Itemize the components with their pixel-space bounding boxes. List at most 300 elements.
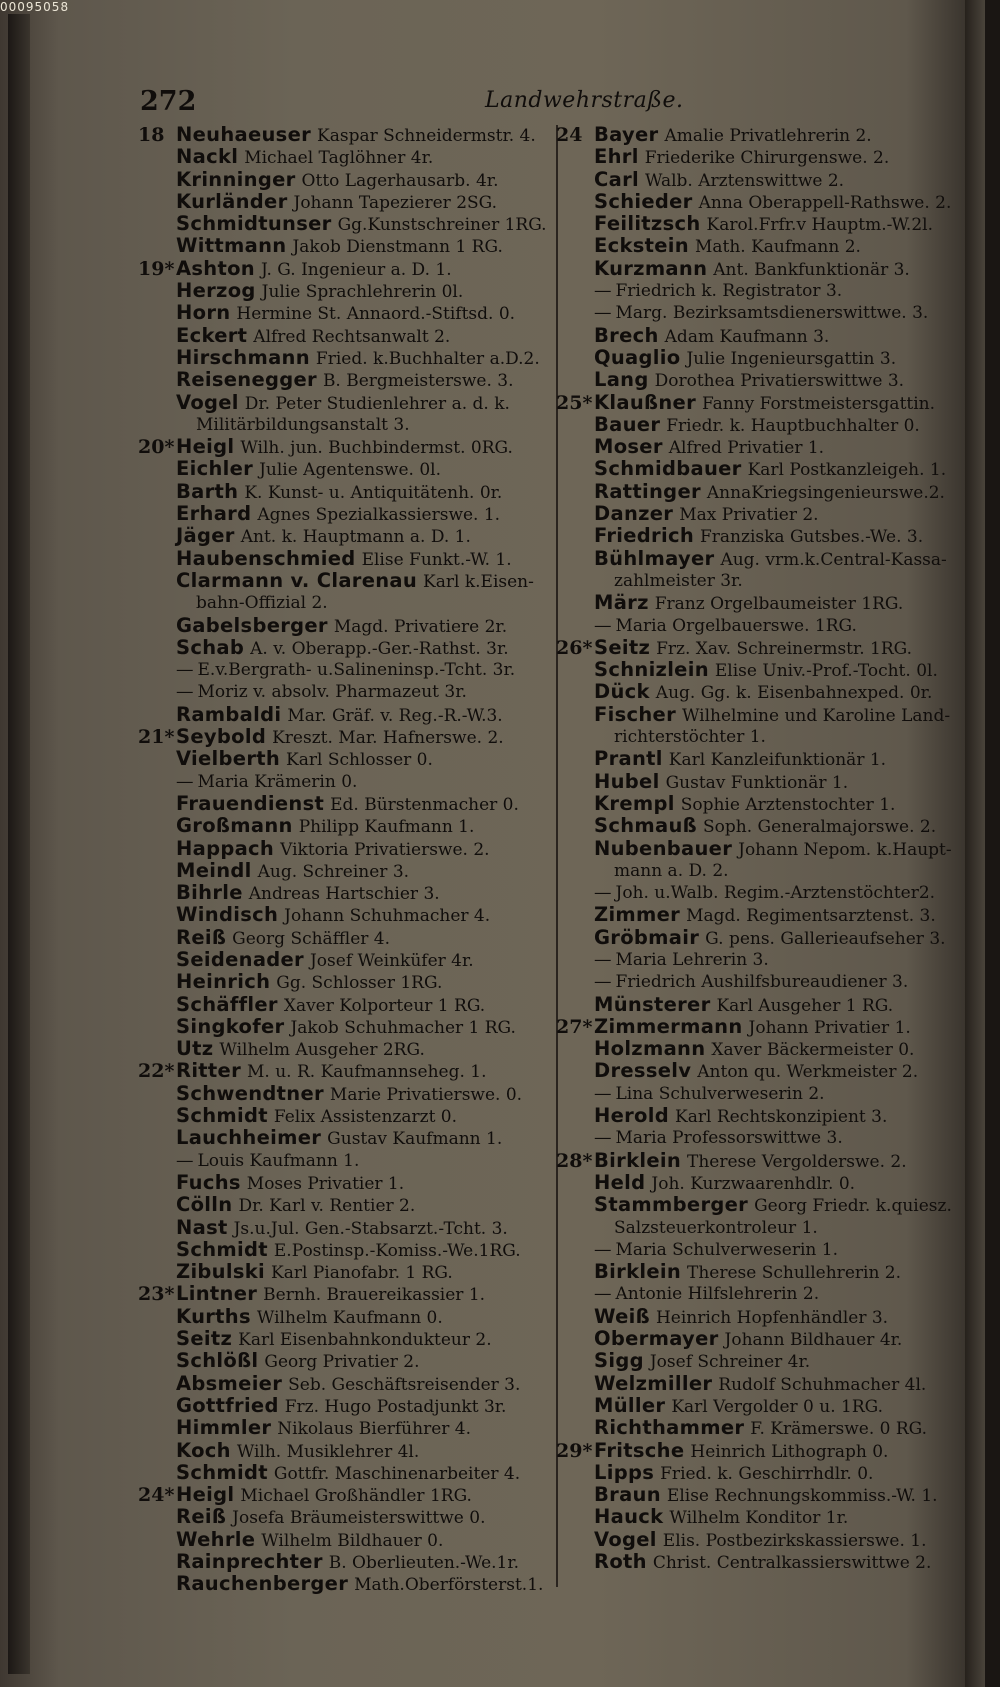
resident-details: Moriz v. absolv. Pharmazeut 3r. xyxy=(197,682,467,703)
resident-details: Karl Vergolder 0 u. 1RG. xyxy=(671,1396,884,1417)
directory-entry xyxy=(556,927,966,949)
resident-details: Hermine St. Annaord.-Stiftsd. 0. xyxy=(236,304,516,325)
directory-entry xyxy=(138,592,550,614)
resident-surname: Schmidt xyxy=(176,1104,268,1128)
directory-entry xyxy=(556,994,966,1016)
resident-details: Karl Ausgeher 1 RG. xyxy=(716,995,894,1016)
resident-details: Rudolf Schuhmacher 4l. xyxy=(718,1374,927,1395)
resident-details: Alfred Rechtsanwalt 2. xyxy=(253,326,451,347)
resident-surname: Cölln xyxy=(176,1193,233,1217)
resident-details: Karl Rechtskonzipient 3. xyxy=(675,1107,888,1128)
resident-details: Gustav Funktionär 1. xyxy=(665,772,849,793)
scan-id: 00095058 xyxy=(0,0,70,14)
resident-details: Agnes Spezialkassierswe. 1. xyxy=(257,505,501,526)
resident-surname: Utz xyxy=(176,1037,214,1061)
resident-details: Fried. k.Buchhalter a.D.2. xyxy=(315,348,540,369)
directory-entry xyxy=(138,1573,550,1595)
resident-details: Dr. Karl v. Rentier 2. xyxy=(238,1196,416,1217)
resident-surname: Seitz xyxy=(594,635,651,659)
resident-surname: Clarmann v. Clarenau xyxy=(176,568,418,592)
directory-entry xyxy=(556,1506,966,1528)
directory-entry xyxy=(138,325,550,347)
resident-surname: Zibulski xyxy=(176,1260,266,1284)
resident-details: F. Krämerswe. 0 RG. xyxy=(750,1419,928,1440)
directory-entry xyxy=(138,793,550,815)
directory-entry xyxy=(138,904,550,926)
house-number: 22* xyxy=(138,1060,175,1083)
continuation-text: Militärbildungsanstalt 3. xyxy=(196,414,410,435)
resident-surname: Prantl xyxy=(594,747,663,771)
resident-details: Magd. Privatiere 2r. xyxy=(333,616,508,637)
resident-details: Frz. Hugo Postadjunkt 3r. xyxy=(284,1396,507,1417)
resident-surname: Held xyxy=(594,1170,646,1194)
resident-details: Elis. Postbezirkskassierswe. 1. xyxy=(662,1530,927,1551)
resident-details: Sophie Arztenstochter 1. xyxy=(680,794,896,815)
resident-surname: Danzer xyxy=(594,502,674,526)
resident-surname: Jäger xyxy=(176,524,235,548)
resident-details: Johann Nepom. k.Haupt- xyxy=(738,839,952,860)
house-number: 28* xyxy=(556,1149,593,1172)
resident-surname: Holzmann xyxy=(594,1037,706,1061)
directory-entry xyxy=(556,1239,966,1261)
resident-details: Friedrich Aushilfsbureaudiener 3. xyxy=(615,972,909,993)
ditto-dash: — xyxy=(176,682,194,703)
directory-entry xyxy=(556,369,966,391)
resident-surname: Hubel xyxy=(594,769,660,793)
directory-entry xyxy=(556,1127,966,1149)
house-number: 19* xyxy=(138,257,175,280)
directory-entry xyxy=(138,771,550,793)
directory-entry xyxy=(556,481,966,503)
resident-details: Elise Funkt.-W. 1. xyxy=(361,549,512,570)
resident-details: Therese Vergolderswe. 2. xyxy=(687,1151,907,1172)
directory-entry xyxy=(556,904,966,926)
resident-details: E.Postinsp.-Komiss.-We.1RG. xyxy=(273,1240,521,1261)
directory-entry xyxy=(556,1462,966,1484)
resident-details: Marie Privatierswe. 0. xyxy=(329,1084,523,1105)
resident-details: Adam Kaufmann 3. xyxy=(664,326,830,347)
directory-entry xyxy=(556,748,966,770)
page-number: 272 xyxy=(140,86,197,117)
directory-entry xyxy=(556,392,966,414)
directory-entry xyxy=(556,793,966,815)
directory-entry xyxy=(556,191,966,213)
resident-details: Maria Professorswittwe 3. xyxy=(615,1128,843,1149)
directory-entry xyxy=(556,1328,966,1350)
resident-surname: Happach xyxy=(176,836,275,860)
directory-entry xyxy=(138,1150,550,1172)
resident-surname: Schieder xyxy=(594,189,693,213)
directory-entry xyxy=(138,369,550,391)
resident-details: Maria Schulverweserin 1. xyxy=(615,1239,838,1260)
house-number: 25* xyxy=(556,391,593,414)
directory-entry xyxy=(556,1016,966,1038)
resident-surname: Rambaldi xyxy=(176,702,282,726)
directory-entry xyxy=(556,1150,966,1172)
resident-surname: Moser xyxy=(594,435,663,459)
ditto-dash: — xyxy=(176,1150,194,1171)
resident-details: Dorothea Privatierswittwe 3. xyxy=(654,371,905,392)
resident-details: Therese Schullehrerin 2. xyxy=(687,1263,902,1284)
directory-entry xyxy=(138,1484,550,1506)
resident-surname: Heigl xyxy=(176,435,235,459)
directory-entry xyxy=(138,124,550,146)
directory-entry xyxy=(138,1194,550,1216)
directory-entry xyxy=(138,1417,550,1439)
resident-surname: Reisenegger xyxy=(176,368,317,392)
directory-entry xyxy=(138,681,550,703)
directory-entry xyxy=(138,458,550,480)
directory-entry xyxy=(556,1172,966,1194)
resident-surname: Schäffler xyxy=(176,992,278,1016)
directory-entry xyxy=(138,927,550,949)
ditto-dash: — xyxy=(594,615,612,636)
resident-details: Joh. u.Walb. Regim.-Arztenstöchter2. xyxy=(615,883,936,904)
resident-surname: Schmidbauer xyxy=(594,457,742,481)
resident-details: Franziska Gutsbes.-We. 3. xyxy=(700,527,924,548)
resident-details: Jakob Schuhmacher 1 RG. xyxy=(290,1017,516,1038)
resident-surname: Birklein xyxy=(594,1148,682,1172)
resident-surname: Kurzmann xyxy=(594,256,708,280)
resident-surname: Ehrl xyxy=(594,145,639,169)
resident-surname: Lipps xyxy=(594,1460,655,1484)
directory-entry xyxy=(138,726,550,748)
ditto-dash: — xyxy=(594,883,612,904)
resident-details: Math. Kaufmann 2. xyxy=(694,237,861,258)
resident-surname: Bayer xyxy=(594,123,659,146)
resident-details: Viktoria Privatierswe. 2. xyxy=(280,839,490,860)
resident-details: Ant. k. Hauptmann a. D. 1. xyxy=(240,527,471,548)
directory-entry xyxy=(138,570,550,592)
resident-surname: Bauer xyxy=(594,412,661,436)
resident-surname: Reiß xyxy=(176,925,227,949)
resident-surname: Barth xyxy=(176,479,239,503)
resident-details: Frz. Xav. Schreinermstr. 1RG. xyxy=(656,638,913,659)
resident-details: A. v. Oberapp.-Ger.-Rathst. 3r. xyxy=(250,638,509,659)
resident-details: Karl Kanzleifunktionär 1. xyxy=(668,750,887,771)
resident-surname: Schmidtunser xyxy=(176,212,332,236)
resident-surname: Heinrich xyxy=(176,970,271,994)
resident-details: Aug. Schreiner 3. xyxy=(257,861,410,882)
resident-details: Friedrich k. Registrator 3. xyxy=(615,281,843,302)
directory-entry xyxy=(138,815,550,837)
resident-details: Josef Weinküfer 4r. xyxy=(309,950,474,971)
ditto-dash: — xyxy=(594,1083,612,1104)
ditto-dash: — xyxy=(594,972,612,993)
right-column xyxy=(556,124,966,1573)
resident-details: Otto Lagerhausarb. 4r. xyxy=(301,170,499,191)
resident-surname: Seybold xyxy=(176,725,267,749)
resident-details: Michael Großhändler 1RG. xyxy=(240,1486,472,1507)
resident-surname: Eckert xyxy=(176,323,248,347)
resident-surname: Zimmermann xyxy=(594,1014,743,1038)
resident-surname: Bühlmayer xyxy=(594,546,715,570)
resident-surname: Quaglio xyxy=(594,345,681,369)
resident-details: G. pens. Gallerieaufseher 3. xyxy=(705,928,946,949)
resident-details: Wilhelm Bildhauer 0. xyxy=(261,1530,444,1551)
resident-details: Julie Sprachlehrerin 0l. xyxy=(261,282,464,303)
running-title: Landwehrstraße. xyxy=(485,88,684,113)
directory-entry xyxy=(138,1373,550,1395)
resident-surname: Feilitzsch xyxy=(594,212,701,236)
resident-surname: Birklein xyxy=(594,1260,682,1284)
resident-surname: Ashton xyxy=(176,256,255,280)
resident-details: Gg. Schlosser 1RG. xyxy=(276,973,443,994)
directory-entry xyxy=(138,1083,550,1105)
directory-entry xyxy=(138,436,550,458)
resident-details: Maria Orgelbauerswe. 1RG. xyxy=(615,615,857,636)
directory-entry xyxy=(138,525,550,547)
resident-surname: Obermayer xyxy=(594,1327,719,1351)
resident-surname: Gröbmair xyxy=(594,925,700,949)
resident-surname: Carl xyxy=(594,167,639,191)
ditto-dash: — xyxy=(594,949,612,970)
resident-details: Elise Rechnungskommiss.-W. 1. xyxy=(666,1486,938,1507)
resident-surname: Vogel xyxy=(176,390,239,414)
resident-details: Maria Krämerin 0. xyxy=(197,771,358,792)
directory-entry xyxy=(556,1038,966,1060)
resident-surname: Meindl xyxy=(176,858,252,882)
continuation-text: bahn-Offizial 2. xyxy=(196,593,328,614)
resident-surname: Friedrich xyxy=(594,524,694,548)
directory-entry xyxy=(138,1328,550,1350)
resident-details: Kaspar Schneidermstr. 4. xyxy=(317,126,536,146)
directory-entry xyxy=(556,971,966,993)
resident-details: Jakob Dienstmann 1 RG. xyxy=(292,237,503,258)
resident-surname: Absmeier xyxy=(176,1371,283,1395)
directory-entry xyxy=(138,1038,550,1060)
directory-entry xyxy=(556,637,966,659)
resident-details: Heinrich Hopfenhändler 3. xyxy=(655,1307,889,1328)
directory-entry xyxy=(556,436,966,458)
resident-details: Christ. Centralkassierswittwe 2. xyxy=(652,1553,932,1573)
resident-surname: Lintner xyxy=(176,1282,258,1306)
directory-entry xyxy=(138,548,550,570)
directory-entry xyxy=(138,949,550,971)
directory-entry xyxy=(556,213,966,235)
resident-details: Wilhelmine und Karoline Land- xyxy=(682,705,951,726)
resident-surname: Schmidt xyxy=(176,1237,268,1261)
resident-details: Fanny Forstmeistersgattin. xyxy=(702,393,936,414)
resident-details: B. Oberlieuten.-We.1r. xyxy=(328,1553,520,1573)
resident-details: Amalie Privatlehrerin 2. xyxy=(664,126,872,146)
directory-entry xyxy=(556,1551,966,1573)
resident-details: Aug. vrm.k.Central-Kassa- xyxy=(720,549,947,570)
directory-entry xyxy=(138,258,550,280)
directory-entry xyxy=(138,1462,550,1484)
resident-details: Elise Univ.-Prof.-Tocht. 0l. xyxy=(714,661,938,682)
directory-entry xyxy=(556,124,966,146)
directory-entry xyxy=(138,1060,550,1082)
directory-entry xyxy=(556,1440,966,1462)
directory-entry xyxy=(138,213,550,235)
house-number: 27* xyxy=(556,1015,593,1038)
directory-entry xyxy=(556,1484,966,1506)
ditto-dash: — xyxy=(176,660,194,681)
resident-surname: Seidenader xyxy=(176,947,304,971)
resident-surname: Klaußner xyxy=(594,390,696,414)
left-column xyxy=(138,124,550,1596)
directory-entry xyxy=(138,748,550,770)
resident-surname: Nackl xyxy=(176,145,239,169)
resident-details: Moses Privatier 1. xyxy=(246,1173,405,1194)
directory-entry xyxy=(556,771,966,793)
directory-entry xyxy=(556,458,966,480)
directory-entry xyxy=(138,1172,550,1194)
resident-surname: Welzmiller xyxy=(594,1371,713,1395)
directory-entry xyxy=(138,1506,550,1528)
resident-details: Maria Lehrerin 3. xyxy=(615,949,769,970)
directory-entry xyxy=(556,548,966,570)
resident-details: Wilh. Musiklehrer 4l. xyxy=(236,1441,420,1462)
resident-surname: Frauendienst xyxy=(176,791,325,815)
directory-entry xyxy=(556,1083,966,1105)
resident-surname: Heigl xyxy=(176,1483,235,1507)
resident-details: Kreszt. Mar. Hafnerswe. 2. xyxy=(272,728,504,749)
directory-entry xyxy=(138,1529,550,1551)
resident-surname: Erhard xyxy=(176,502,252,526)
resident-details: Louis Kaufmann 1. xyxy=(197,1150,360,1171)
resident-details: Josef Schreiner 4r. xyxy=(649,1352,811,1373)
directory-entry xyxy=(556,280,966,302)
resident-details: Magd. Regimentsarztenst. 3. xyxy=(686,906,936,927)
directory-entry xyxy=(138,882,550,904)
directory-entry xyxy=(556,146,966,168)
resident-details: Johann Privatier 1. xyxy=(748,1017,911,1038)
resident-surname: Koch xyxy=(176,1438,231,1462)
resident-details: Wilh. jun. Buchbindermst. 0RG. xyxy=(240,438,513,459)
directory-entry xyxy=(138,414,550,436)
house-number: 23* xyxy=(138,1283,175,1306)
resident-surname: Kurländer xyxy=(176,189,288,213)
resident-details: Heinrich Lithograph 0. xyxy=(690,1441,889,1462)
resident-surname: Sigg xyxy=(594,1349,644,1373)
resident-details: Marg. Bezirksamtsdienerswittwe. 3. xyxy=(615,303,929,324)
resident-details: Friedr. k. Hauptbuchhalter 0. xyxy=(666,415,920,436)
resident-surname: Bihrle xyxy=(176,881,243,905)
directory-entry xyxy=(556,949,966,971)
resident-details: Max Privatier 2. xyxy=(679,505,819,526)
resident-surname: Singkofer xyxy=(176,1014,285,1038)
resident-details: Franz Orgelbaumeister 1RG. xyxy=(654,594,904,615)
resident-details: Mar. Gräf. v. Reg.-R.-W.3. xyxy=(287,705,503,726)
resident-details: M. u. R. Kaufmannseheg. 1. xyxy=(247,1062,487,1083)
resident-details: Ant. Bankfunktionär 3. xyxy=(713,259,910,280)
resident-surname: Schlößl xyxy=(176,1349,259,1373)
continuation-text: Salzsteuerkontroleur 1. xyxy=(614,1217,818,1238)
directory-entry xyxy=(138,169,550,191)
house-number: 18 xyxy=(138,124,165,146)
resident-details: Bernh. Brauereikassier 1. xyxy=(263,1285,486,1306)
directory-entry xyxy=(138,1283,550,1305)
resident-details: Joh. Kurzwaarenhdlr. 0. xyxy=(651,1173,856,1194)
directory-entry xyxy=(556,525,966,547)
resident-details: Lina Schulverweserin 2. xyxy=(615,1083,825,1104)
resident-details: J. G. Ingenieur a. D. 1. xyxy=(260,259,452,280)
resident-surname: Münsterer xyxy=(594,992,711,1016)
resident-surname: Schwendtner xyxy=(176,1081,324,1105)
resident-details: Karl Pianofabr. 1 RG. xyxy=(271,1263,453,1284)
resident-details: Alfred Privatier 1. xyxy=(668,438,825,459)
directory-entry xyxy=(138,637,550,659)
resident-surname: Fuchs xyxy=(176,1170,241,1194)
resident-surname: Lang xyxy=(594,368,649,392)
resident-surname: Gabelsberger xyxy=(176,613,328,637)
ditto-dash: — xyxy=(594,1284,612,1305)
resident-surname: Gottfried xyxy=(176,1393,279,1417)
directory-entry xyxy=(138,392,550,414)
resident-surname: Fischer xyxy=(594,702,676,726)
directory-entry xyxy=(556,838,966,860)
resident-details: Math.Oberförsterst.1. xyxy=(354,1575,544,1596)
directory-entry xyxy=(138,1350,550,1372)
resident-details: Georg Privatier 2. xyxy=(264,1352,420,1373)
directory-entry xyxy=(556,235,966,257)
directory-entry xyxy=(556,1350,966,1372)
resident-details: Gg.Kunstschreiner 1RG. xyxy=(337,215,547,236)
directory-entry xyxy=(138,615,550,637)
resident-details: Michael Taglöhner 4r. xyxy=(244,148,434,169)
directory-entry xyxy=(556,1261,966,1283)
directory-entry xyxy=(556,726,966,748)
resident-surname: Hauck xyxy=(594,1505,664,1529)
resident-surname: Eckstein xyxy=(594,234,689,258)
resident-surname: Herzog xyxy=(176,279,256,303)
directory-entry xyxy=(138,1395,550,1417)
house-number: 24 xyxy=(556,124,583,146)
resident-details: Philipp Kaufmann 1. xyxy=(298,817,475,838)
directory-entry xyxy=(138,280,550,302)
house-number: 20* xyxy=(138,436,175,459)
ditto-dash: — xyxy=(594,1239,612,1260)
resident-surname: Wehrle xyxy=(176,1527,256,1551)
directory-entry xyxy=(556,503,966,525)
resident-details: E.v.Bergrath- u.Salineninsp.-Tcht. 3r. xyxy=(197,660,516,681)
continuation-text: richterstöchter 1. xyxy=(614,727,766,748)
directory-entry xyxy=(556,681,966,703)
directory-entry xyxy=(556,570,966,592)
adjacent-page-edge xyxy=(965,0,985,1687)
resident-surname: Zimmer xyxy=(594,903,681,927)
directory-entry xyxy=(556,1105,966,1127)
directory-entry xyxy=(138,860,550,882)
directory-entry xyxy=(138,347,550,369)
resident-surname: Roth xyxy=(594,1550,647,1573)
house-number: 29* xyxy=(556,1439,593,1462)
resident-details: Anna Oberappell-Rathswe. 2. xyxy=(698,192,952,213)
directory-entry xyxy=(138,1239,550,1261)
resident-surname: Nubenbauer xyxy=(594,836,733,860)
resident-surname: Rainprechter xyxy=(176,1550,323,1573)
resident-surname: Nast xyxy=(176,1215,228,1239)
continuation-text: zahlmeister 3r. xyxy=(614,570,743,591)
resident-details: Walb. Arztenswittwe 2. xyxy=(644,170,845,191)
resident-details: Karl k.Eisen- xyxy=(423,571,534,592)
resident-surname: Herold xyxy=(594,1104,670,1128)
resident-details: B. Bergmeisterswe. 3. xyxy=(322,371,514,392)
resident-details: AnnaKriegsingenieurswe.2. xyxy=(706,482,945,503)
directory-entry xyxy=(138,503,550,525)
resident-details: Georg Friedr. k.quiesz. xyxy=(754,1196,952,1217)
resident-surname: Schnizlein xyxy=(594,658,709,682)
resident-details: Johann Tapezierer 2SG. xyxy=(293,192,498,213)
resident-details: Julie Ingenieursgattin 3. xyxy=(686,348,897,369)
directory-entry xyxy=(556,615,966,637)
resident-surname: Windisch xyxy=(176,903,279,927)
directory-entry xyxy=(138,146,550,168)
resident-surname: Reiß xyxy=(176,1505,227,1529)
directory-entry xyxy=(556,1060,966,1082)
